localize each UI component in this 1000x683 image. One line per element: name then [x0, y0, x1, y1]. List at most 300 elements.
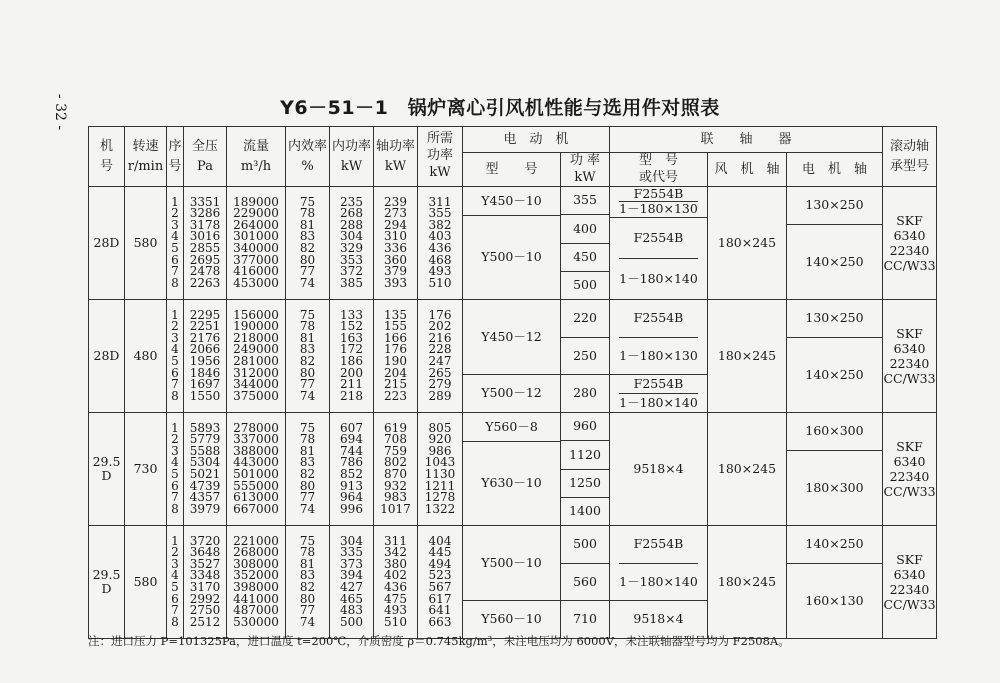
req-power-value: 355: [428, 206, 452, 221]
header-coupling-group: 联 轴 器: [610, 127, 883, 153]
flow-value: 264000: [233, 217, 279, 232]
coupling-model-stack: [610, 300, 707, 412]
shaft-power-value: 204: [384, 365, 407, 380]
pressure-value: 3527: [189, 556, 221, 571]
flow-value: 218000: [233, 330, 279, 345]
motor-power-stack: [561, 526, 609, 638]
table-title: Y6－51－1 锅炉离心引风机性能与选用件对照表: [280, 97, 720, 119]
motor-shaft-cell: [787, 300, 883, 413]
header-shaft-power-line2: kW: [384, 158, 407, 174]
shaft-power-value: 176: [384, 342, 407, 357]
bearing-line: SKF: [896, 439, 923, 454]
req-power-value: 1043: [424, 455, 456, 470]
seq-value: 8: [171, 388, 179, 403]
shaft-power-value: 708: [384, 432, 407, 447]
header-internal-eff-line1: 内效率: [287, 139, 327, 154]
bearing-line: SKF: [896, 326, 923, 341]
header-pressure: [184, 127, 227, 187]
pressure-value: 3648: [189, 545, 221, 560]
int-power-value: 500: [340, 614, 363, 629]
header-motor-power: [561, 153, 610, 187]
header-coupling-model-line1: 型 号: [638, 153, 678, 169]
flow-value: 377000: [233, 252, 279, 267]
coupling-model-line: 1－180×140: [619, 393, 698, 412]
machine-no-cell: [89, 187, 125, 300]
int-power-value: 394: [340, 568, 363, 583]
motor-shaft: 140×250: [805, 536, 864, 552]
bearing-line: SKF: [896, 552, 923, 567]
shaft-power-list: [374, 187, 418, 300]
req-power-value: 617: [428, 591, 452, 606]
req-power-value: 1322: [424, 501, 456, 516]
header-speed-line1: 转速: [132, 139, 159, 154]
req-power-value: 436: [428, 241, 452, 255]
motor-model-stack: [463, 526, 560, 638]
eff-value: 83: [299, 229, 316, 244]
flow-value: 555000: [233, 478, 279, 493]
int-power-list: [330, 413, 374, 526]
pressure-list: [184, 300, 227, 413]
req-power-value: 382: [428, 217, 452, 232]
pressure-value: 2478: [189, 264, 221, 279]
seq-value: 2: [171, 432, 179, 447]
motor-power: 560: [561, 563, 609, 601]
bearing-line: SKF: [896, 213, 923, 228]
coupling-model-line: F2554B: [633, 375, 684, 391]
shaft-power-value: 870: [384, 467, 407, 481]
req-power-value: 663: [428, 614, 452, 629]
coupling-model-cell: [610, 300, 708, 413]
req-power-value: 510: [428, 275, 452, 290]
seq-value: 8: [171, 275, 179, 290]
int-power-value: 372: [340, 264, 363, 279]
flow-value: 156000: [233, 307, 279, 322]
motor-model: Y450－12: [481, 328, 542, 344]
bearing-line: 22340: [889, 243, 930, 258]
int-power-value: 913: [340, 478, 363, 493]
int-power-value: 304: [340, 533, 363, 548]
req-power-list: [418, 300, 463, 413]
header-speed-line2: r/min: [127, 158, 164, 174]
int-power-value: 786: [340, 455, 363, 470]
motor-power: 960: [573, 418, 597, 434]
motor-power: 355: [573, 192, 597, 208]
footnote: 注：进口压力 P=101325Pa，进口温度 t=200℃，介质密度 ρ＝0.745kg/m³，未注电压均为 6000V，未注联轴器型号均为 F2508A。: [88, 634, 790, 648]
req-power-value: 216: [428, 330, 452, 345]
header-coupling-model: [610, 153, 708, 187]
coupling-model-stack: [610, 526, 707, 638]
bearing-line: CC/W33: [883, 597, 936, 612]
req-power-value: 641: [428, 603, 452, 618]
coupling-model-cell: [610, 413, 708, 526]
eff-value: 81: [299, 217, 316, 232]
seq-value: 5: [171, 241, 179, 255]
eff-value: 75: [299, 533, 316, 548]
motor-power-cell: [561, 413, 610, 526]
seq-value: 5: [171, 580, 179, 594]
header-internal-power: [330, 127, 374, 187]
flow-value: 281000: [233, 354, 279, 368]
motor-model: Y500－12: [463, 374, 560, 412]
eff-value: 83: [299, 455, 316, 470]
page-number: - 32 -: [52, 93, 68, 131]
bearing-line: 6340: [893, 454, 926, 469]
motor-power-cell: [561, 300, 610, 413]
motor-power-stack: [561, 300, 609, 412]
header-motor-power-line2: kW: [574, 169, 596, 185]
req-power-value: 279: [428, 377, 452, 392]
seq-value: 3: [171, 556, 179, 571]
motor-shaft-stack: [787, 300, 882, 412]
flow-value: 268000: [233, 545, 279, 560]
flow-value: 613000: [233, 490, 279, 505]
motor-power: 450: [561, 243, 609, 271]
header-machine-no: [89, 127, 125, 187]
motor-shaft: 180×300: [787, 450, 882, 525]
flow-value: 388000: [233, 443, 279, 458]
table-body: [89, 127, 937, 639]
int-power-value: 373: [340, 556, 363, 571]
flow-value: 443000: [233, 455, 279, 470]
flow-value: 530000: [233, 614, 279, 629]
req-power-list: [418, 526, 463, 639]
coupling-model: [610, 300, 707, 374]
bearing-line: 22340: [889, 356, 930, 371]
machine-no-cell: [89, 300, 125, 413]
header-speed: [125, 127, 167, 187]
shaft-power-value: 166: [384, 330, 407, 345]
req-power-value: 176: [428, 307, 452, 322]
header-internal-eff-line2: %: [301, 158, 314, 174]
req-power-value: 920: [428, 432, 452, 447]
pressure-value: 1550: [189, 388, 221, 403]
shaft-power-value: 380: [384, 556, 407, 571]
int-power-value: 964: [340, 490, 363, 505]
seq-value: 3: [171, 217, 179, 232]
bearing-line: CC/W33: [883, 258, 936, 273]
seq-value: 4: [171, 229, 179, 244]
flow-value: 344000: [233, 377, 279, 392]
header-fan-shaft: 风 机 轴: [708, 153, 787, 187]
header-machine-no-line1: 机: [99, 139, 113, 154]
pressure-value: 4357: [189, 490, 221, 505]
motor-power: 1120: [561, 440, 609, 468]
motor-shaft-cell: [787, 526, 883, 639]
speed-cell: 480: [125, 300, 167, 413]
header-req-power: [418, 127, 463, 187]
motor-shaft-stack: [787, 413, 882, 525]
eff-value: 77: [299, 603, 316, 618]
req-power-value: 228: [428, 342, 452, 357]
motor-power-cell: [561, 187, 610, 300]
flow-value: 340000: [233, 241, 279, 255]
shaft-power-value: 379: [384, 264, 407, 279]
int-power-value: 852: [340, 467, 363, 481]
motor-shaft: 130×250: [805, 310, 864, 326]
req-power-value: 805: [428, 420, 452, 435]
header-machine-no-line2: 号: [99, 158, 113, 174]
fan-shaft-cell: 180×245: [708, 300, 787, 413]
req-power-value: 494: [428, 556, 452, 571]
pressure-value: 1697: [189, 377, 221, 392]
req-power-value: 493: [428, 264, 452, 279]
header-internal-power-line2: kW: [340, 158, 363, 174]
flow-value: 312000: [233, 365, 279, 380]
table-row: [89, 526, 937, 639]
pressure-value: 2066: [189, 342, 221, 357]
flow-value: 487000: [233, 603, 279, 618]
motor-power: 220: [573, 310, 597, 326]
header-internal-eff: [286, 127, 330, 187]
shaft-power-value: 619: [384, 420, 407, 435]
machine-no: 29.5: [92, 453, 121, 469]
bearing-line: 6340: [893, 567, 926, 582]
coupling-model-line: 1－180×130: [619, 201, 698, 217]
req-power-list: [418, 413, 463, 526]
motor-shaft: 140×250: [787, 224, 882, 299]
eff-value: 74: [299, 501, 316, 516]
pressure-value: 2695: [189, 252, 221, 267]
int-power-value: 218: [340, 388, 363, 403]
motor-power-stack: [561, 187, 609, 299]
int-power-list: [330, 187, 374, 300]
flow-value: 308000: [233, 556, 279, 571]
bearing-line: CC/W33: [883, 484, 936, 499]
shaft-power-value: 239: [384, 194, 407, 209]
eff-list: [286, 300, 330, 413]
flow-value: 190000: [233, 319, 279, 334]
motor-power: 710: [561, 600, 609, 638]
coupling-model-line: F2554B: [633, 229, 684, 245]
int-power-value: 304: [340, 229, 363, 244]
motor-power: 500: [561, 271, 609, 299]
pressure-value: 5304: [189, 455, 221, 470]
coupling-model-cell: [610, 526, 708, 639]
shaft-power-list: [374, 300, 418, 413]
eff-value: 80: [299, 591, 316, 606]
machine-no-cell: [89, 526, 125, 639]
flow-value: 337000: [233, 432, 279, 447]
motor-power-stack: [561, 413, 609, 525]
table-row: [89, 413, 937, 526]
int-power-list: [330, 300, 374, 413]
pressure-value: 2251: [189, 319, 221, 334]
header-seq-line1: 序: [168, 139, 182, 154]
req-power-value: 289: [428, 388, 452, 403]
flow-value: 398000: [233, 580, 279, 594]
eff-value: 82: [299, 580, 316, 594]
int-power-value: 268: [340, 206, 363, 221]
eff-value: 74: [299, 275, 316, 290]
flow-list: [227, 526, 286, 639]
shaft-power-value: 759: [384, 443, 407, 458]
eff-value: 77: [299, 264, 316, 279]
motor-shaft-cell: [787, 413, 883, 526]
motor-model: Y500－10: [463, 215, 560, 299]
shaft-power-value: 802: [384, 455, 407, 470]
speed-cell: 730: [125, 413, 167, 526]
coupling-model: [610, 217, 707, 299]
shaft-power-value: 436: [384, 580, 407, 594]
header-pressure-line2: Pa: [197, 158, 213, 174]
seq-value: 3: [171, 330, 179, 345]
flow-value: 441000: [233, 591, 279, 606]
coupling-model-line: 1－180×130: [619, 337, 698, 375]
shaft-power-value: 475: [384, 591, 407, 606]
coupling-model-line: 9518×4: [633, 611, 684, 627]
shaft-power-list: [374, 526, 418, 639]
coupling-model: [610, 187, 707, 217]
pressure-value: 3178: [189, 217, 221, 232]
req-power-value: 523: [428, 568, 452, 583]
eff-value: 81: [299, 330, 316, 345]
machine-no: D: [101, 468, 112, 483]
int-power-value: 288: [340, 217, 363, 232]
pressure-value: 2512: [189, 614, 221, 629]
int-power-value: 172: [340, 342, 363, 357]
shaft-power-value: 273: [384, 206, 407, 221]
motor-model: Y560－10: [463, 600, 560, 638]
bearing-line: 22340: [889, 469, 930, 484]
motor-shaft-cell: [787, 187, 883, 300]
fan-shaft-cell: 180×245: [708, 526, 787, 639]
eff-value: 80: [299, 252, 316, 267]
coupling-model: [610, 374, 707, 412]
pressure-value: 3351: [189, 194, 221, 209]
speed-cell: 580: [125, 526, 167, 639]
int-power-value: 133: [340, 307, 363, 322]
shaft-power-value: 135: [384, 307, 407, 322]
motor-model-stack: [463, 413, 560, 525]
req-power-value: 468: [428, 252, 452, 267]
int-power-value: 211: [340, 377, 363, 392]
seq-list: [167, 187, 184, 300]
int-power-value: 483: [340, 603, 363, 618]
flow-list: [227, 300, 286, 413]
bearing-cell: [883, 300, 937, 413]
coupling-model-line: 1－180×140: [619, 258, 698, 299]
eff-list: [286, 526, 330, 639]
int-power-value: 186: [340, 354, 363, 368]
req-power-value: 1130: [424, 467, 456, 481]
header-motor-group: 电 动 机: [463, 127, 610, 153]
motor-model-cell: [463, 187, 561, 300]
motor-model: Y560－8: [485, 418, 538, 434]
coupling-model-line: F2554B: [633, 186, 684, 201]
eff-value: 77: [299, 490, 316, 505]
eff-value: 78: [299, 319, 316, 334]
motor-power: 500: [573, 536, 597, 552]
eff-value: 78: [299, 206, 316, 221]
flow-value: 221000: [233, 533, 279, 548]
int-power-value: 694: [340, 432, 363, 447]
motor-power: 1250: [561, 469, 609, 497]
int-power-value: 385: [340, 275, 363, 290]
pressure-value: 5588: [189, 443, 221, 458]
motor-model-stack: [463, 187, 560, 299]
header-seq-line2: 号: [168, 158, 182, 174]
int-power-value: 744: [340, 443, 363, 458]
eff-value: 82: [299, 354, 316, 368]
req-power-value: 202: [428, 319, 452, 334]
eff-value: 75: [299, 194, 316, 209]
pressure-value: 4739: [189, 478, 221, 493]
req-power-value: 445: [428, 545, 452, 560]
seq-value: 7: [171, 377, 179, 392]
pressure-value: 2263: [189, 275, 221, 290]
pressure-list: [184, 413, 227, 526]
motor-power: 1400: [561, 497, 609, 525]
coupling-model-line: 9518×4: [633, 460, 684, 476]
bearing-cell: [883, 526, 937, 639]
seq-value: 3: [171, 443, 179, 458]
motor-model: Y450－10: [481, 192, 542, 208]
seq-value: 1: [171, 533, 179, 548]
eff-value: 77: [299, 377, 316, 392]
flow-value: 352000: [233, 568, 279, 583]
seq-value: 1: [171, 194, 179, 209]
seq-value: 7: [171, 264, 179, 279]
bearing-line: 6340: [893, 341, 926, 356]
pressure-value: 5779: [189, 432, 221, 447]
bearing-line: CC/W33: [883, 371, 936, 386]
header-req-power-line1: 所需: [426, 131, 453, 147]
flow-value: 229000: [233, 206, 279, 221]
req-power-value: 247: [428, 354, 452, 368]
shaft-power-value: 493: [384, 603, 407, 618]
req-power-value: 1278: [424, 490, 456, 505]
machine-no: D: [101, 581, 112, 596]
pressure-value: 1846: [189, 365, 221, 380]
coupling-model-line: F2554B: [633, 536, 684, 552]
speed-cell: 580: [125, 187, 167, 300]
motor-shaft-stack: [787, 526, 882, 638]
table-row: [89, 300, 937, 413]
shaft-power-value: 402: [384, 568, 407, 583]
seq-value: 2: [171, 545, 179, 560]
bearing-cell: [883, 413, 937, 526]
eff-value: 80: [299, 478, 316, 493]
int-power-value: 335: [340, 545, 363, 560]
header-req-power-line3: kW: [429, 164, 451, 180]
header-shaft-power: [374, 127, 418, 187]
shaft-power-value: 190: [384, 354, 407, 368]
req-power-value: 311: [428, 194, 452, 209]
seq-value: 6: [171, 478, 179, 493]
header-flow-line1: 流量: [242, 139, 269, 154]
coupling-model-stack: [610, 413, 707, 525]
eff-value: 74: [299, 614, 316, 629]
req-power-value: 1211: [424, 478, 456, 493]
motor-shaft: 160×130: [787, 563, 882, 638]
int-power-value: 996: [340, 501, 363, 516]
motor-power: 400: [561, 214, 609, 242]
motor-shaft: 160×300: [805, 423, 864, 439]
int-power-list: [330, 526, 374, 639]
seq-value: 8: [171, 614, 179, 629]
motor-shaft-stack: [787, 187, 882, 299]
header-shaft-power-line1: 轴功率: [375, 139, 415, 154]
flow-value: 375000: [233, 388, 279, 403]
int-power-value: 427: [340, 580, 363, 594]
req-power-value: 567: [428, 580, 452, 594]
eff-value: 82: [299, 241, 316, 255]
motor-model: Y630－10: [463, 441, 560, 525]
coupling-model: [610, 413, 707, 525]
shaft-power-list: [374, 413, 418, 526]
pressure-value: 3348: [189, 568, 221, 583]
flow-value: 301000: [233, 229, 279, 244]
